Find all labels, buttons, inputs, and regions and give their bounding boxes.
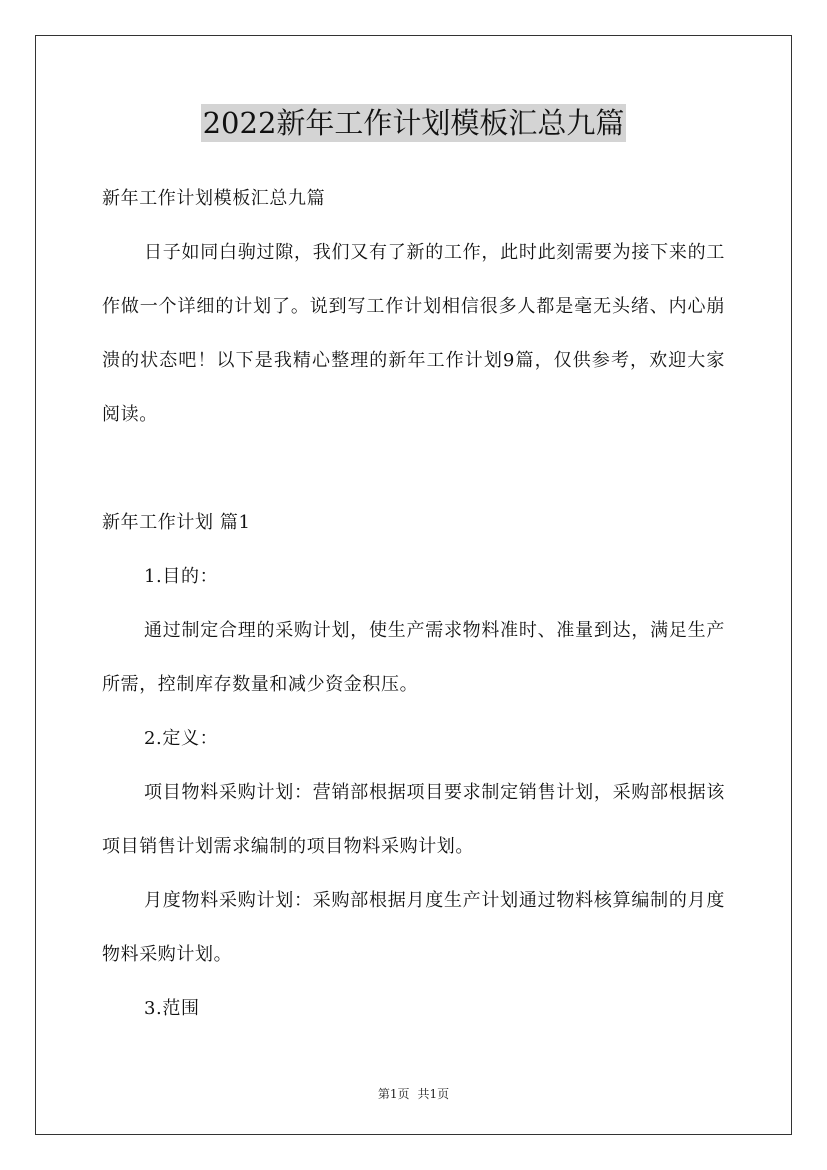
item2-body-monthly: 月度物料采购计划：采购部根据月度生产计划通过物料核算编制的月度物料采购计划。 [102,890,725,965]
subtitle: 新年工作计划模板汇总九篇 [102,188,326,209]
title-container [0,104,827,142]
document-body [102,172,725,1036]
intro-paragraph: 日子如同白驹过隙，我们又有了新的工作，此时此刻需要为接下来的工作做一个详细的计划了。说到写工作计划相信很多人都是毫无头绪、内心崩溃的状态吧！以下是我精心整理的新年工作计划9篇，仅供参考，欢迎大家阅读。 [102,242,725,425]
section-heading: 新年工作计划 篇1 [102,512,251,533]
page-footer [0,1085,827,1102]
paragraph-gap [102,442,725,496]
item2-body-project: 项目物料采购计划：营销部根据项目要求制定销售计划，采购部根据该项目销售计划需求编制的项目物料采购计划。 [102,782,725,857]
document-title: 2022新年工作计划模板汇总九篇 [202,106,625,140]
item1-heading: 1.目的： [144,566,219,587]
item1-body: 通过制定合理的采购计划，使生产需求物料准时、准量到达，满足生产所需，控制库存数量和减少资金积压。 [102,620,725,695]
item3-heading: 3.范围 [144,998,200,1019]
page-current: 第1页 [377,1087,410,1101]
page-total: 共1页 [417,1087,450,1101]
item2-heading: 2.定义： [144,728,219,749]
